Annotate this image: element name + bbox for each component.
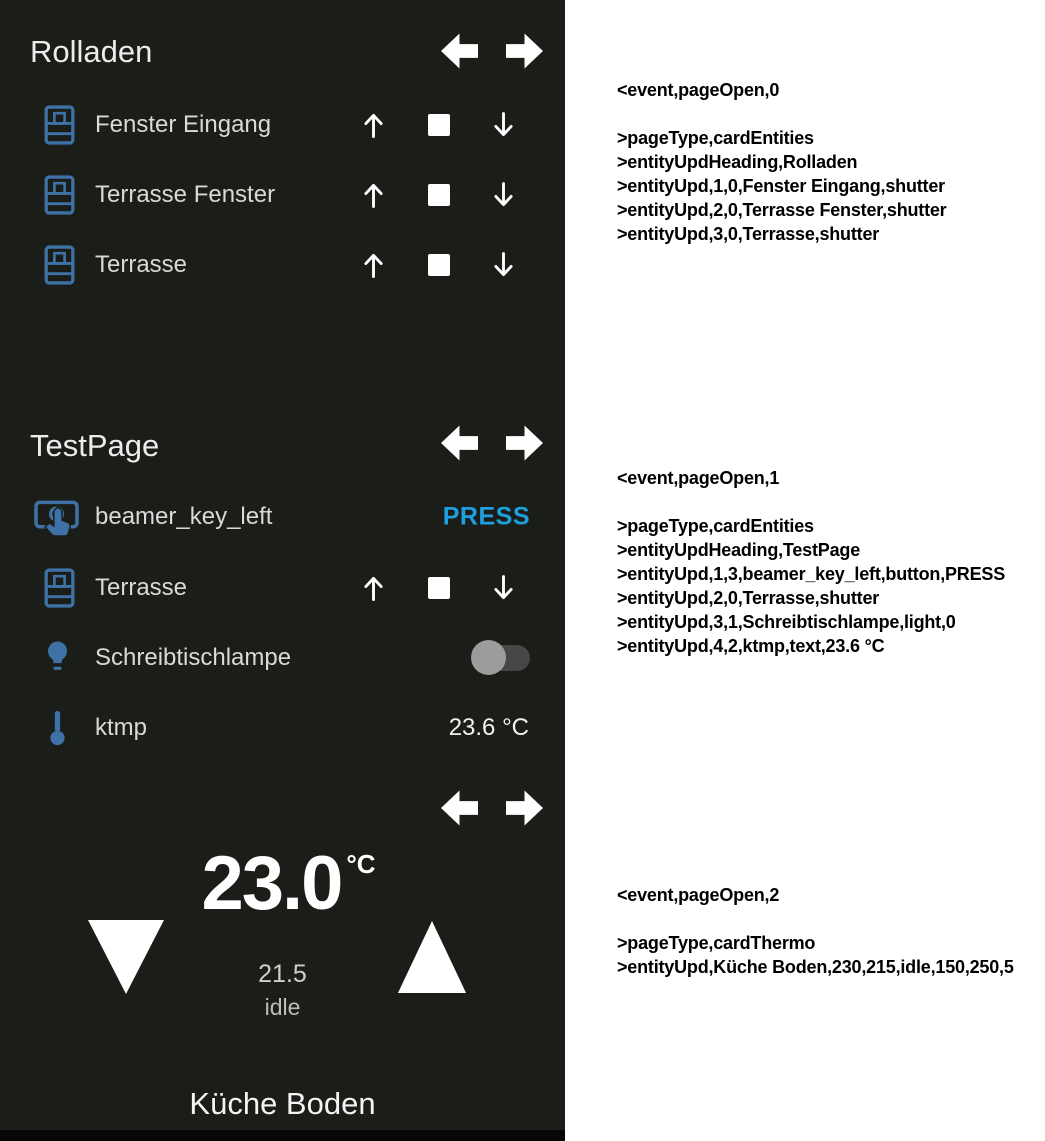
shutter-icon bbox=[44, 105, 75, 145]
nav-prev-icon[interactable] bbox=[441, 425, 478, 461]
page-title-testpage: TestPage bbox=[30, 428, 160, 463]
entity-row-ktmp bbox=[0, 693, 565, 763]
entity-label: Terrasse bbox=[95, 574, 188, 601]
log-block-page2 bbox=[617, 883, 1014, 979]
shutter-down-button[interactable] bbox=[492, 252, 515, 279]
page-nav-rolladen bbox=[441, 33, 551, 69]
log-line: >entityUpd,4,2,ktmp,text,23.6 °C bbox=[617, 636, 885, 656]
shutter-up-button[interactable] bbox=[362, 252, 385, 279]
shutter-stop-button[interactable] bbox=[428, 184, 450, 206]
log-line: >entityUpdHeading,TestPage bbox=[617, 540, 861, 560]
shutter-down-button[interactable] bbox=[492, 112, 515, 139]
shutter-icon bbox=[44, 175, 75, 215]
temperature-value: 23.0 bbox=[201, 841, 342, 926]
shutter-icon bbox=[44, 245, 75, 285]
log-line: >entityUpd,Küche Boden,230,215,idle,150,250,5 bbox=[617, 957, 1014, 977]
shutter-icon bbox=[44, 568, 75, 608]
panel-bottom-strip bbox=[0, 1130, 565, 1141]
entity-row-terrasse bbox=[0, 230, 565, 300]
log-event-line: <event,pageOpen,2 bbox=[617, 885, 780, 905]
shutter-stop-button[interactable] bbox=[428, 577, 450, 599]
shutter-up-button[interactable] bbox=[362, 182, 385, 209]
log-line: >pageType,cardEntities bbox=[617, 516, 814, 536]
entity-row-terrasse-2 bbox=[0, 553, 565, 623]
shutter-down-button[interactable] bbox=[492, 575, 515, 602]
log-line: >entityUpd,3,0,Terrasse,shutter bbox=[617, 224, 880, 244]
entity-label: Fenster Eingang bbox=[95, 111, 272, 138]
current-temperature bbox=[201, 842, 375, 926]
log-event-line: <event,pageOpen,0 bbox=[617, 80, 780, 100]
log-block-page1 bbox=[617, 466, 1005, 658]
shutter-up-button[interactable] bbox=[362, 112, 385, 139]
log-event-line: <event,pageOpen,1 bbox=[617, 468, 780, 488]
shutter-stop-button[interactable] bbox=[428, 254, 450, 276]
sensor-value: 23.6 °C bbox=[448, 714, 529, 741]
nav-next-icon[interactable] bbox=[506, 790, 543, 826]
log-line: >pageType,cardThermo bbox=[617, 933, 816, 953]
log-line: >entityUpd,2,0,Terrasse Fenster,shutter bbox=[617, 200, 947, 220]
log-line: >pageType,cardEntities bbox=[617, 128, 814, 148]
log-line: >entityUpd,2,0,Terrasse,shutter bbox=[617, 588, 880, 608]
gesture-tap-button-icon bbox=[33, 497, 80, 538]
entity-label: beamer_key_left bbox=[95, 503, 273, 530]
log-line: >entityUpd,1,3,beamer_key_left,button,PRESS bbox=[617, 564, 1006, 584]
shutter-down-button[interactable] bbox=[492, 182, 515, 209]
toggle-knob bbox=[471, 640, 506, 675]
target-temperature: 21.5 bbox=[258, 960, 307, 988]
light-toggle-switch[interactable] bbox=[474, 643, 530, 673]
nav-prev-icon[interactable] bbox=[441, 790, 478, 826]
log-line: >entityUpd,3,1,Schreibtischlampe,light,0 bbox=[617, 612, 956, 632]
log-line: >entityUpd,1,0,Fenster Eingang,shutter bbox=[617, 176, 945, 196]
entity-row-terrasse-fenster bbox=[0, 160, 565, 230]
hvac-state: idle bbox=[264, 994, 301, 1020]
nav-next-icon[interactable] bbox=[506, 33, 543, 69]
entity-label: Schreibtischlampe bbox=[95, 644, 292, 671]
temperature-unit: °C bbox=[346, 849, 376, 879]
lightbulb-icon bbox=[45, 641, 70, 676]
page-nav-thermo bbox=[441, 790, 551, 826]
entity-row-schreibtischlampe bbox=[0, 623, 565, 693]
log-block-page0 bbox=[617, 78, 947, 246]
nav-next-icon[interactable] bbox=[506, 425, 543, 461]
thermostat-entity-name: Küche Boden bbox=[189, 1086, 376, 1121]
entity-row-beamer-key-left bbox=[0, 482, 565, 552]
shutter-stop-button[interactable] bbox=[428, 114, 450, 136]
page-nav-testpage bbox=[441, 425, 551, 461]
entity-label: Terrasse bbox=[95, 251, 188, 278]
nav-prev-icon[interactable] bbox=[441, 33, 478, 69]
page-title-rolladen: Rolladen bbox=[30, 34, 153, 69]
entity-row-fenster-eingang bbox=[0, 90, 565, 160]
press-button[interactable]: PRESS bbox=[442, 502, 530, 531]
shutter-up-button[interactable] bbox=[362, 575, 385, 602]
thermometer-icon bbox=[48, 709, 67, 747]
entity-label: ktmp bbox=[95, 714, 148, 741]
log-line: >entityUpdHeading,Rolladen bbox=[617, 152, 858, 172]
entity-label: Terrasse Fenster bbox=[95, 181, 276, 208]
